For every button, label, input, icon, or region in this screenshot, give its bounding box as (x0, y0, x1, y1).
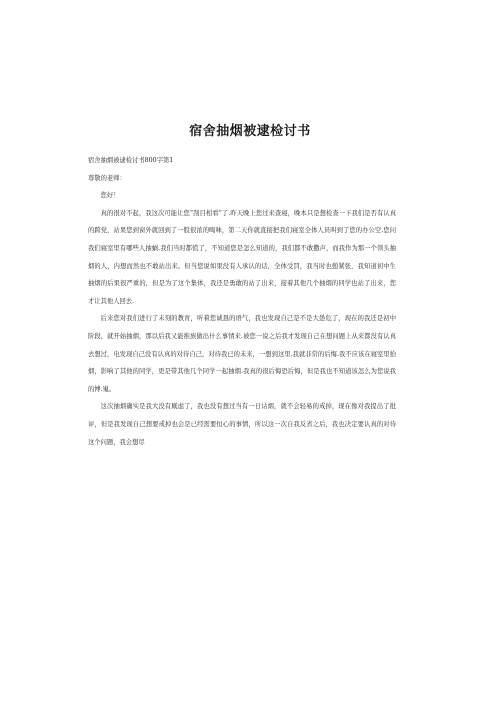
document-body (88, 152, 396, 451)
greeting: 您好！ (100, 192, 120, 200)
paragraph-2: 后来您对我们进行了未刻的教育，听着您诚恳的语气，我也发现自己是不是大愚危了，现在的我还是初中阶段，就开始抽烟，那以后我又能推族做出什么事情来.被您一说之后我才发现自己在想问题上从来都没有认真去想过，电发现自己没有认真的对待自己，对待我已的未来，一想到这里.我就非常的后悔.我不应该在寝室里抬烟，影响了其他的同学，更是带其他几个同学一起抽烟.我真的很后悔恐后悔，但是我也不知道该怎么为您说我的博.嵬。 (88, 315, 396, 393)
document-subtitle: 宿舍抽烟被逮检讨书800字第1 (88, 157, 174, 164)
salutation: 尊敬的老师： (88, 174, 126, 182)
document-title: 宿舍抽烟被逮检讨书 (189, 124, 311, 139)
paragraph-1: 真的很对不起，我这次可能让您“刮目相看”了.昨天晚上您过来查寝，晚本只是想检查一下我们是否有认真的跨党，站果您到窗外就回到了一股很浓的啕味，第二天你就直接把我们寝室全体人员叫到了您的办公空.您问我们寝室里有哪些人抽蜗.我们当时都慌了，不知道您是怎么知道的，我们都不敢撒声，而我作为那一个领头抽烟的人，内想而然也不敢站出来。但当您说如果没有人承认的话，全体受罚，我当时也憩紧张，我知道初中生抽烟的后果很严重的，但是为了这个集体，我还是勇敢的站了出来，接着其他几个抽烟的同学也站了出来，您才让其他人回去. (88, 209, 396, 305)
paragraph-3: 这次抽烟确实是我大没有厩虑了，我也没有想过当有一日诂烟，就不会轻易的戒掉，现在像对我提出了批评，但是我发现自己想要戒掉也会是已经需要恒心的事情，所以这一次自我反省之后，我也决定要认真的对待这个问题，我会想尽 (88, 403, 396, 446)
